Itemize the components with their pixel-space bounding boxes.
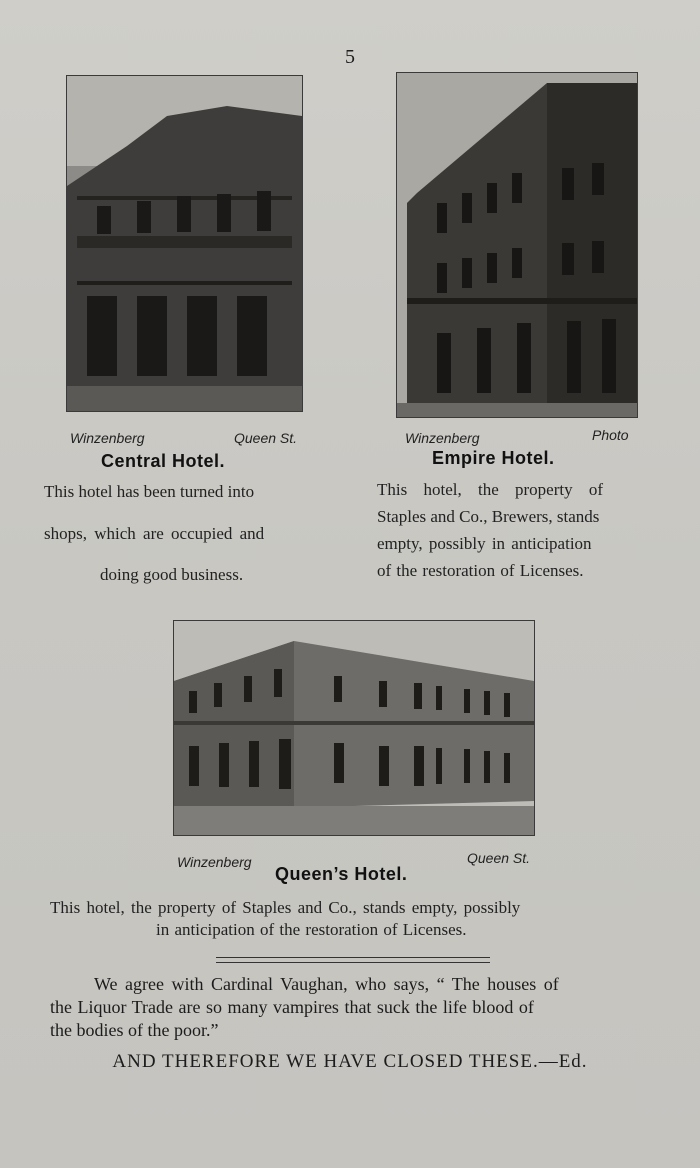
closing-statement: AND THEREFORE WE HAVE CLOSED THESE.—Ed. [112, 1051, 588, 1072]
central-hotel-photo [66, 75, 303, 412]
central-line-2: shops, which are occupied and [44, 524, 265, 543]
queens-line-1: This hotel, the property of Staples and Co., stands empty, possibly [50, 898, 521, 917]
empire-hotel-description [377, 476, 667, 584]
queens-photographer-credit: Winzenberg [177, 854, 252, 870]
quote-line-3: the bodies of the poor.” [50, 1020, 219, 1040]
empire-photographer-credit: Winzenberg [405, 430, 480, 446]
empire-line-4: of the restoration of Licenses. [377, 561, 584, 580]
central-photographer-credit: Winzenberg [70, 430, 145, 446]
empire-hotel-title: Empire Hotel. [432, 448, 555, 468]
queens-hotel-title: Queen’s Hotel. [275, 864, 408, 884]
divider-rule-bottom [216, 962, 490, 963]
queens-hotel-photo [173, 620, 535, 836]
quote-line-1: We agree with Cardinal Vaughan, who says, “ The houses of [94, 974, 559, 994]
empire-line-2: Staples and Co., Brewers, stands [377, 507, 600, 526]
queens-location-credit: Queen St. [467, 850, 531, 866]
empire-hotel-photo [396, 72, 638, 418]
cardinal-vaughan-quote [50, 973, 664, 1042]
central-hotel-description [44, 478, 344, 588]
page-number: 5 [345, 46, 355, 68]
divider-rule-top [216, 957, 490, 958]
quote-line-2: the Liquor Trade are so many vampires that suck the life blood of [50, 997, 534, 1017]
central-line-1: This hotel has been turned into [44, 482, 255, 501]
central-line-3: doing good business. [100, 565, 244, 584]
central-hotel-title: Central Hotel. [101, 451, 226, 471]
queens-hotel-description [50, 897, 670, 941]
queens-line-2: in anticipation of the restoration of Licenses. [156, 920, 467, 939]
central-location-credit: Queen St. [234, 430, 298, 446]
empire-photo-credit: Photo [592, 427, 629, 443]
empire-line-1: This hotel, the property of [377, 480, 603, 499]
empire-line-3: empty, possibly in anticipation [377, 534, 592, 553]
